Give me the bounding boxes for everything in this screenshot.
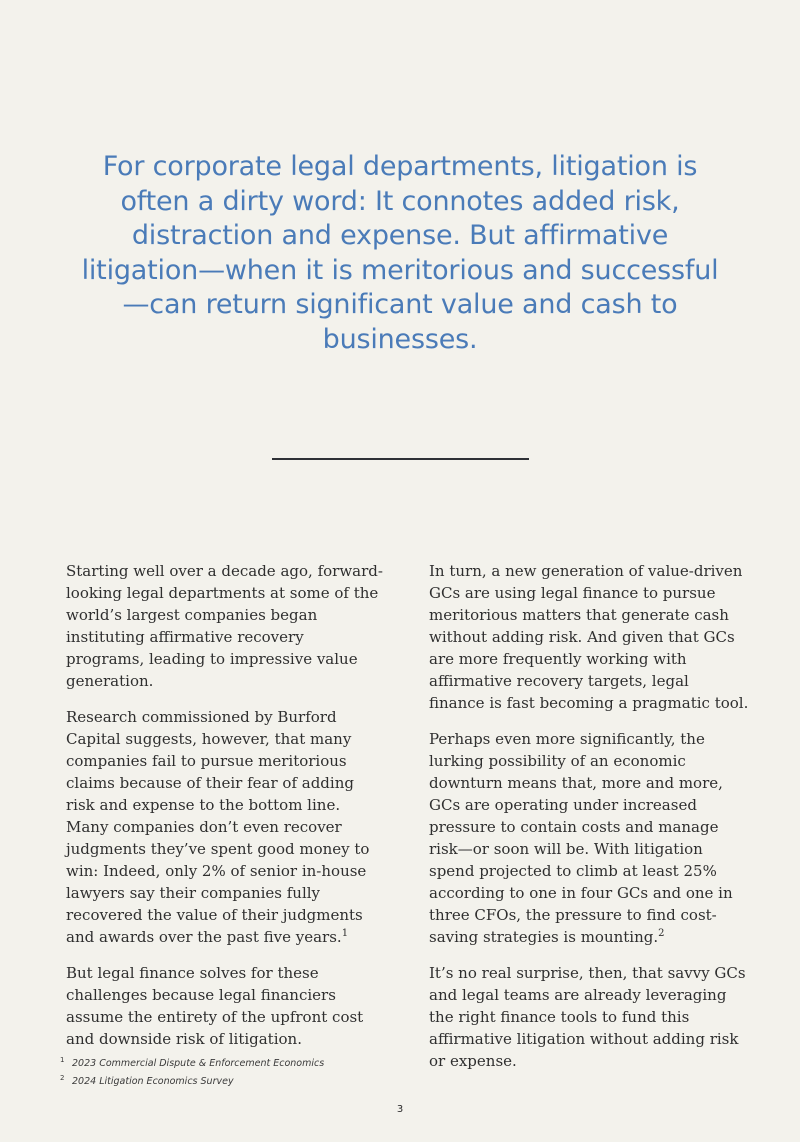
footnote-ref[interactable]: 1 bbox=[341, 928, 349, 939]
paragraph-text: Research commissioned by Burford Capital suggests, however, that many companies fail to pursue meritorious claims because of their fear of adding risk and expense to the bottom line. Many companies don’t even recover judgments they’ve spent good money to win: Indeed, only 2% of senior in-house lawyers say their companies fully recovered the value of their judgments and awards over the past five years. bbox=[66, 708, 370, 946]
paragraph-text: In turn, a new generation of value-driven GCs are using legal finance to pursue meritorious matters that generate cash without adding risk. And given that GCs are more frequently working with affirmative recovery targets, legal finance is fast becoming a pragmatic tool. bbox=[429, 562, 749, 712]
right-column bbox=[429, 560, 749, 1086]
pull-quote: For corporate legal departments, litigation is often a dirty word: It connotes added risk, distraction and expense. But affirmative litigation—when it is meritorious and successful—can return significant value and cash to businesses. bbox=[81, 151, 719, 355]
body-paragraph bbox=[429, 560, 749, 714]
page-number: 3 bbox=[396, 1104, 404, 1115]
footnotes bbox=[60, 1058, 324, 1094]
body-paragraph bbox=[66, 706, 386, 948]
footnote-item bbox=[60, 1058, 324, 1076]
footnote-ref[interactable]: 2 bbox=[658, 928, 665, 939]
paragraph-text: Starting well over a decade ago, forward-looking legal departments at some of the world’s largest companies began instituting affirmative recovery programs, leading to impressive value generation. bbox=[66, 562, 383, 690]
paragraph-text: Perhaps even more significantly, the lurking possibility of an economic downturn means that, more and more, GCs are operating under increased pressure to contain costs and manage risk—or soon will be. With litigation spend projected to climb at least 25% according to one in four GCs and one in three CFOs, the pressure to find cost-saving strategies is mounting. bbox=[429, 730, 733, 946]
body-paragraph bbox=[66, 962, 386, 1050]
body-paragraph bbox=[429, 728, 749, 948]
paragraph-text: But legal finance solves for these challenges because legal financiers assume the entirety of the upfront cost and downside risk of litigation. bbox=[66, 964, 364, 1048]
section-divider bbox=[272, 458, 529, 460]
left-column bbox=[66, 560, 386, 1064]
footnote-number: 1 bbox=[60, 1056, 65, 1064]
body-paragraph bbox=[66, 560, 386, 692]
footnote-item bbox=[60, 1076, 324, 1094]
paragraph-text: It’s no real surprise, then, that savvy GCs and legal teams are already leveraging the right finance tools to fund this affirmative litigation without adding risk or expense. bbox=[429, 964, 746, 1070]
footnote-number: 2 bbox=[60, 1074, 65, 1082]
footnote-text: 2023 Commercial Dispute & Enforcement Economics bbox=[72, 1058, 325, 1069]
body-paragraph bbox=[429, 962, 749, 1072]
footnote-text: 2024 Litigation Economics Survey bbox=[72, 1076, 234, 1087]
